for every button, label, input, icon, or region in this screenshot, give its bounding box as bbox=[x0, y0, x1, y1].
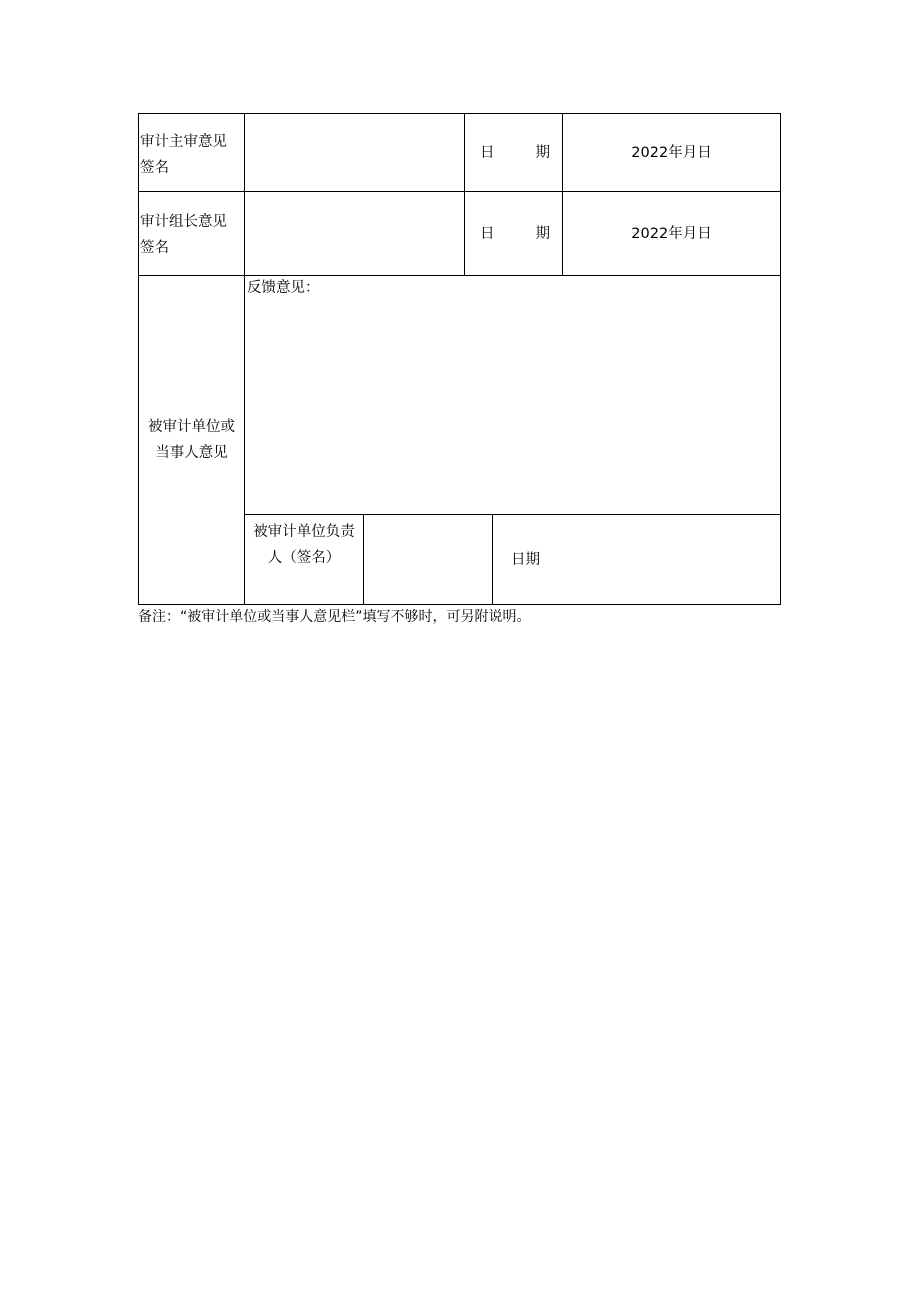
chief-auditor-signature-field[interactable] bbox=[244, 113, 465, 192]
chief-auditor-date-label bbox=[464, 113, 563, 192]
team-leader-label-line1: 审计组长意见 bbox=[140, 214, 227, 230]
team-leader-label-line2: 签名 bbox=[140, 240, 169, 256]
footnote: 备注：“被审计单位或当事人意见栏”填写不够时，可另附说明。 bbox=[138, 609, 531, 625]
chief-auditor-label-cell bbox=[138, 113, 245, 192]
signee-label-line2: 人（签名） bbox=[267, 550, 341, 566]
team-leader-date-field[interactable] bbox=[562, 191, 781, 276]
chief-auditor-label-line2: 签名 bbox=[140, 160, 169, 176]
signee-label-line1: 被审计单位负责 bbox=[253, 524, 355, 540]
signee-signature-field[interactable] bbox=[363, 514, 493, 605]
auditee-date-field[interactable] bbox=[492, 514, 781, 605]
team-leader-signature-field[interactable] bbox=[244, 191, 465, 276]
chief-auditor-date-field[interactable] bbox=[562, 113, 781, 192]
auditee-label-line1: 被审计单位或 bbox=[148, 419, 235, 435]
date-char-qi: 期 bbox=[535, 144, 550, 161]
date-char-qi: 期 bbox=[535, 225, 550, 242]
chief-auditor-date-value: 2022年月日 bbox=[631, 144, 712, 161]
signee-label-cell bbox=[244, 514, 364, 605]
team-leader-date-value: 2022年月日 bbox=[631, 225, 712, 242]
date-char-ri: 日 bbox=[480, 225, 495, 242]
auditee-opinion-label-cell bbox=[138, 275, 245, 605]
feedback-field[interactable] bbox=[244, 275, 781, 515]
audit-opinion-form bbox=[138, 113, 781, 605]
team-leader-date-label bbox=[464, 191, 563, 276]
feedback-label: 反馈意见： bbox=[247, 280, 320, 296]
auditee-date-label: 日期 bbox=[511, 551, 540, 568]
team-leader-label-cell bbox=[138, 191, 245, 276]
auditee-label-line2: 当事人意见 bbox=[155, 445, 228, 461]
chief-auditor-label-line1: 审计主审意见 bbox=[140, 134, 227, 150]
date-char-ri: 日 bbox=[480, 144, 495, 161]
